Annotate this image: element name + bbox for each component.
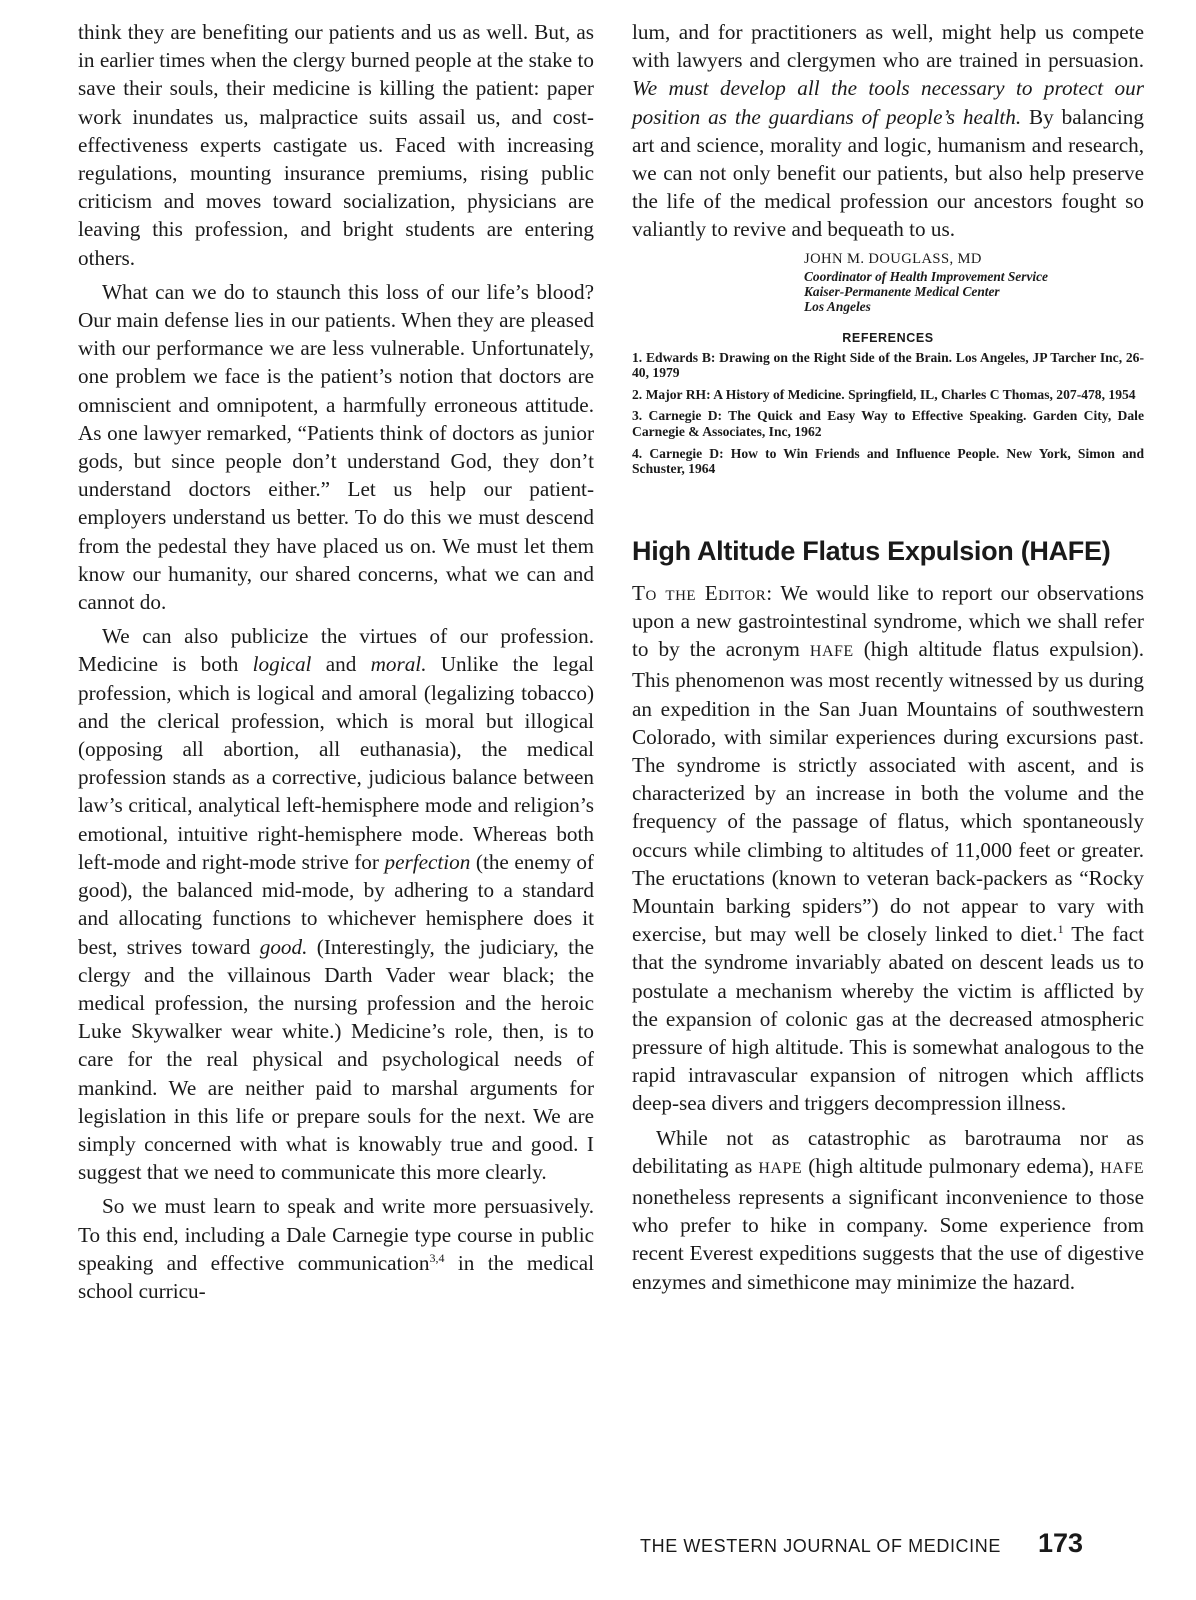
page-number: 173 xyxy=(1038,1528,1084,1558)
text-run: So we must learn to speak and write more persuasively. To this end, including a Dale Carnegie type course in public speaking and effective communication xyxy=(78,1194,594,1275)
reference-item: 2. Major RH: A History of Medicine. Springfield, IL, Charles C Thomas, 207-478, 1954 xyxy=(632,386,1136,402)
body-paragraph-2: What can we do to staunch this loss of our life’s blood? Our main defense lies in our patients. When they are pleased with our performance we are less vulnerable. Unfortunately, one problem we face is the patient’s notion that doctors are omniscient and omnipotent, a harmfully erroneous attitude. As one lawyer remarked, “Patients think of doctors as junior gods, but since people don’t understand God, they don’t understand doctors either.” Let us help our patient-employers understand us better. To do this we must descend from the pedestal they have placed us on. We must let them know our humanity, our shared concerns, what we can and cannot do. xyxy=(78,279,594,615)
text-run: (high altitude flatus expulsion). This phenomenon was most recently witnessed by us during an expedition in the San Juan Mountains of southwestern Colorado, with similar experiences during excursions past. The syndrome is strictly associated with ascent, and is characterized by an increase in both the volume and the frequency of the passage of flatus, which spontaneously occurs while climbing to altitudes of 11,000 feet or greater. The eructations (known to veteran back-packers as “Rocky Mountain barking spiders”) do not appear to vary with exercise, but may well be closely linked to diet. xyxy=(632,637,1144,947)
text-run: Unlike the legal profession, which is logical and amoral (legalizing tobacco) and the clerical profession, which is moral but illogical (opposing all abortion, all euthanasia), the medical profession stands as a corrective, judicious balance between law’s critical, analytical left-hemisphere mode and religion’s emotional, intuitive right-hemisphere mode. Whereas both left-mode and right-mode strive for xyxy=(78,652,595,874)
author-title: Coordinator of Health Improvement Service xyxy=(804,268,1048,284)
author-name: JOHN M. DOUGLASS, MD xyxy=(804,250,982,267)
text-run: We can also publicize the virtues of our profession. Medicine is both xyxy=(78,624,594,677)
left-column xyxy=(78,18,594,1311)
text-run: (high altitude pulmonary edema), xyxy=(802,1153,1101,1178)
emphasis-good: good. xyxy=(259,934,308,959)
acronym: HAPE xyxy=(758,1159,803,1177)
references-list xyxy=(632,350,1144,477)
author-signature xyxy=(804,250,1144,314)
right-column xyxy=(632,18,1144,1302)
reference-item: 1. Edwards B: Drawing on the Right Side of the Brain. Los Angeles, JP Tarcher Inc, 26-40, 1979 xyxy=(632,349,1144,381)
body-paragraph-4 xyxy=(78,1192,594,1305)
text-run: (the enemy of good), the balanced mid-mode, by adhering to a standard and allocating functions to whichever hemisphere does it best, strives toward xyxy=(78,849,594,959)
emphasis-logical: logical xyxy=(252,652,312,677)
text-run: lum, and for practitioners as well, might help us compete with lawyers and clergymen who are trained in persuasion. xyxy=(632,20,1144,73)
letter-paragraph-1 xyxy=(632,579,1144,1118)
body-paragraph-1: think they are benefiting our patients and us as well. But, as in earlier times when the clergy burned people at the stake to save their souls, their medicine is killing the patient: paper work inundates us, malpractice suits assail us, and cost-effectiveness experts castigate us. Faced with increasing regulations, mounting insurance premiums, rising public criticism and moves toward socialization, physicians are leaving this profession, and bright students are entering others. xyxy=(78,20,594,270)
letter-paragraph-2 xyxy=(632,1124,1144,1296)
salutation: To the Editor: xyxy=(632,580,773,605)
body-paragraph-continued xyxy=(632,18,1144,244)
emphasis-sentence: We must develop all the tools necessary to protect our position as the guardians of people’s health. xyxy=(632,76,1144,129)
text-run: We would like to report our observations upon a new gastrointestinal syndrome, which we shall refer to by the acronym xyxy=(632,580,1144,662)
journal-name: THE WESTERN JOURNAL OF MEDICINE xyxy=(640,1536,1001,1556)
text-run: By balancing art and science, morality and logic, humanism and research, we can not only benefit our patients, but also help preserve the life of the medical profession our ancestors fought so valiantly to revive and bequeath to us. xyxy=(632,104,1144,242)
author-city: Los Angeles xyxy=(804,298,871,314)
emphasis-perfection: perfection xyxy=(384,849,471,874)
citation-superscript: 1 xyxy=(1057,922,1064,937)
text-run: and xyxy=(311,652,371,677)
text-run: The fact that the syndrome invariably abated on descent leads us to postulate a mechanism whereby the victim is afflicted by the expansion of colonic gas at the decreased atmospheric pressure of high altitude. This is somewhat analogous to the rapid intravascular expansion of nitrogen which afflicts deep-sea divers and triggers decompression illness. xyxy=(632,922,1144,1116)
author-organization: Kaiser-Permanente Medical Center xyxy=(804,283,1000,299)
acronym: HAFE xyxy=(1100,1159,1145,1177)
text-run: (Interestingly, the judiciary, the clergy and the villainous Darth Vader wear black; the medical profession, the nursing profession and the heroic Luke Skywalker wear white.) Medicine’s role, then, is to care for the real physical and psychological needs of mankind. We are neither paid to marshal arguments for legislation in this life or prepare souls for the next. We are simply concerned with what is knowably true and good. I suggest that we need to communicate this more clearly. xyxy=(78,934,594,1185)
text-run: While not as catastrophic as barotrauma nor as debilitating as xyxy=(632,1125,1144,1178)
text-run: nonetheless represents a significant inconvenience to those who prefer to hike in company. Some experience from recent Everest expeditions suggests that the use of digestive enzymes and simethicone may minimize the hazard. xyxy=(632,1185,1144,1294)
text-run: in the medical school curricu- xyxy=(78,1250,594,1303)
body-paragraph-3 xyxy=(78,622,594,1186)
article-heading: High Altitude Flatus Expulsion (HAFE) xyxy=(632,535,1111,566)
references-heading: REFERENCES xyxy=(842,330,934,345)
citation-superscript: 3,4 xyxy=(429,1250,445,1265)
reference-item: 4. Carnegie D: How to Win Friends and Influence People. New York, Simon and Schuster, 1964 xyxy=(632,445,1144,477)
reference-item: 3. Carnegie D: The Quick and Easy Way to Effective Speaking. Garden City, Dale Carnegie & Associates, Inc, 1962 xyxy=(632,408,1144,439)
acronym: HAFE xyxy=(809,643,854,661)
emphasis-moral: moral. xyxy=(370,652,427,677)
